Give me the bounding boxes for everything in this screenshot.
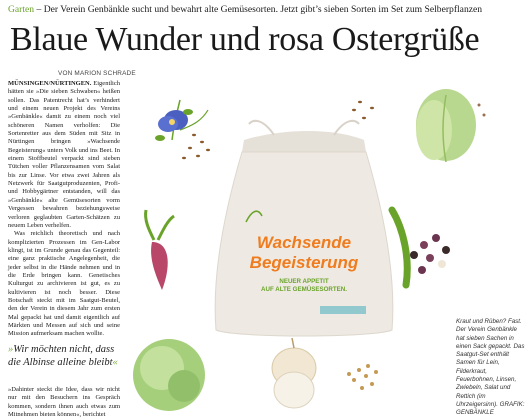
pull-quote-text: Wir möchten nicht, dass die Albinse alleine bleibt (8, 344, 115, 368)
bag-subtitle-line1: NEUER APPETIT (279, 278, 329, 285)
onions-icon (272, 338, 316, 408)
bag-subtitle-line2: AUF ALTE GEMÜSESORTEN. (261, 286, 347, 293)
article-column (8, 80, 120, 339)
pull-quote: »Wir möchten nicht, dass die Albinse alleine bleibt« (8, 344, 118, 368)
image-caption: Kraut und Rüben? Fast. Der Verein Genbänkle hat sieben Sachen in einen Sack gepackt. Das Saatgut-Set enthält Samen für Lein, Filderkraut, Feuerbohnen, Linsen, Zwiebeln, Salat und Rettich (im Uhrzeigersinn). GRAFIK: GENBÄNKLE (456, 318, 525, 417)
kicker-text: – Der Verein Genbänkle sucht und bewahrt alte Gemüsesorten. Jetzt gibt’s sieben Sorten im Set zum Selberpflanzen (34, 4, 483, 15)
paragraph-3: »Dahinter steckt die Idee, dass wir nicht nur mit den Besuchern ins Gespräch kommen, sondern ihnen auch etwas zum Mitnehmen bieten können«, berichtet (8, 386, 120, 419)
paragraph-1 (8, 80, 120, 230)
kicker (8, 4, 528, 16)
bag-title-line1: Wachsende (256, 233, 352, 252)
logo-icon (320, 306, 366, 314)
cabbage-icon (416, 89, 486, 162)
lentils-icon (347, 364, 378, 390)
radish-icon (146, 210, 174, 290)
paragraph-2: Was reichlich theoretisch und nach komplizierten Prozessen im Gen-Labor klingt, ist im Grunde genau das Gegenteil: eine ganz praktische Angelegenheit, die jeder selbst in die Hände nehmen und in die Erde bringen kann. Genetisches Kulturgut zu archivieren ist gut, es zu kultivieren ist noch besser. Diese Botschaft steckt mit im Saatgut-Beutel, den der Verein in diesem Jahr zum ersten Mal gepackt hat und damit eigentlich auf Märkten und Messen auf sich und seine Mission aufmerksam machen wollte. (8, 230, 120, 338)
section-label: Garten (8, 4, 35, 15)
paragraph-1-text: Eigentlich hätten sie »Die sieben Schwaben« heißen sollen. Das Patentrecht hat’s verhindert und einem neuen Projekt des Vereins »Genbänkle« damit zu einem noch viel schöneren Namen verholfen: Die Sortenretter aus dem Süden mit Sitz in Nürtingen bringen »Wachsende Begeisterung« unters Volk und ins Beet. In einem Stoffbeutel verpackt sind sieben Tütchen voller Pflanzensamen vom Salat bis zur Linse. Vor etwa zwei Jahren als Netzwerk für Saatgutproduzenten, Profi- und Hobbygärtner entstanden, will das »Genbänkle« alte Gemüsesorten vorm Vergessen bewahren beziehungsweise verloren geglaubten Garten-Schätzen zu neuem Leben verhelfen. (8, 80, 120, 229)
bean-pod-icon (392, 210, 450, 285)
dateline: MÜNSINGEN/NÜRTINGEN. (8, 80, 92, 87)
article-column-continued (8, 386, 120, 419)
seed-bag (215, 121, 393, 336)
headline: Blaue Wunder und rosa Ostergrüße (10, 21, 480, 58)
flax-flower-icon (155, 100, 208, 141)
lettuce-icon (133, 339, 205, 411)
bag-title-line2: Begeisterung (249, 253, 359, 272)
byline: VON MARION SCHRADE (58, 70, 136, 77)
